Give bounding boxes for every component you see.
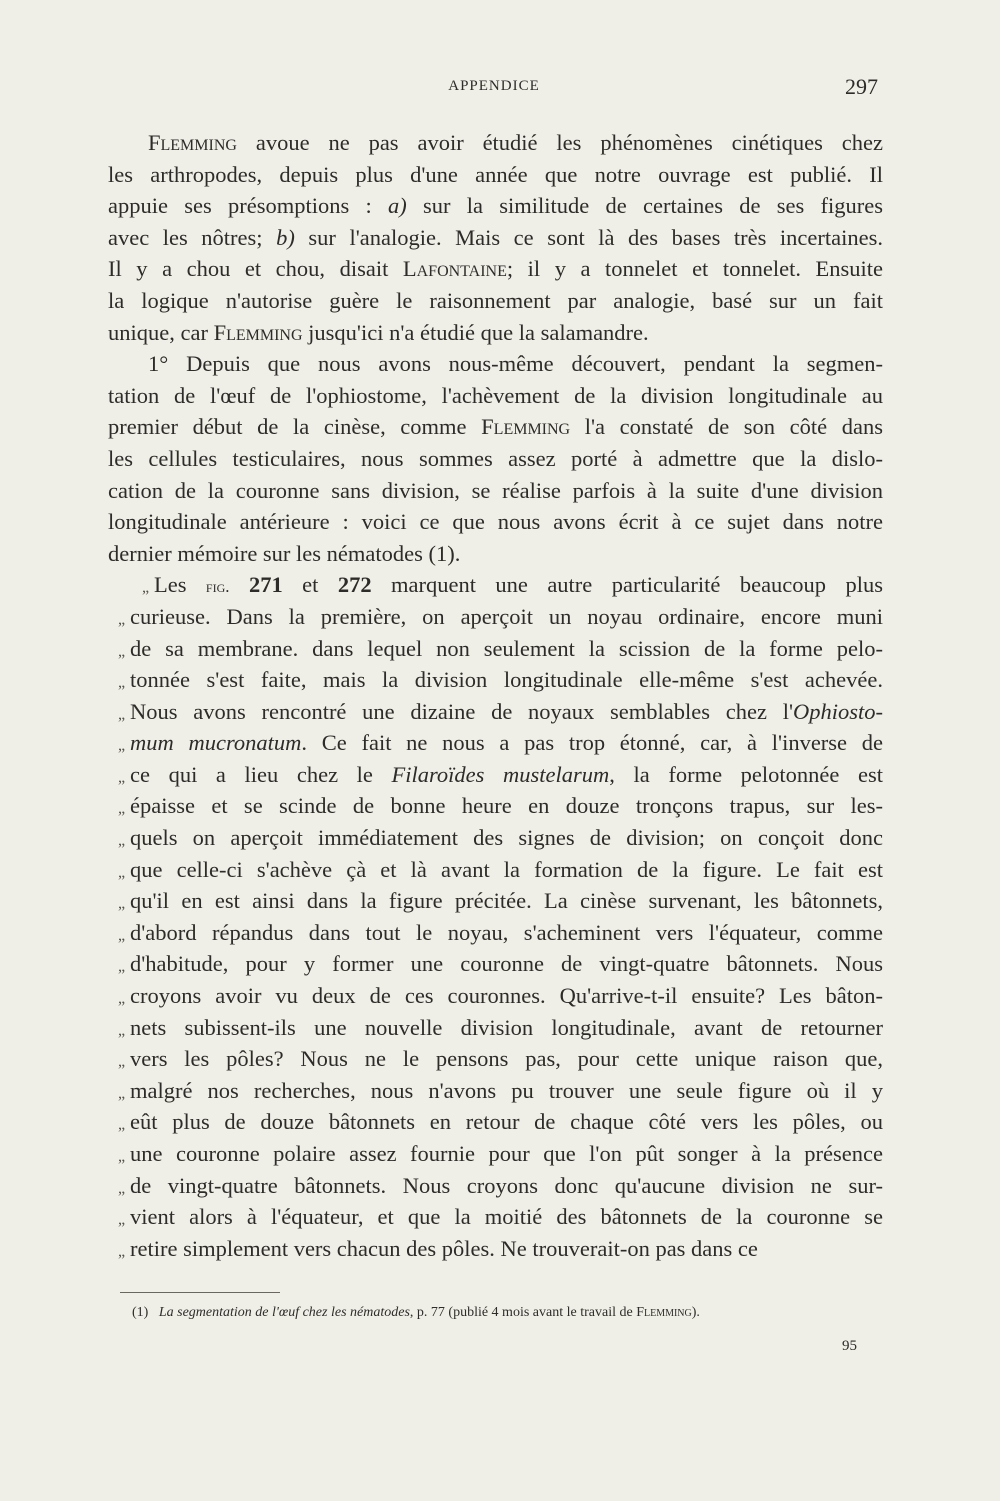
quote-block (108, 601, 883, 1264)
quote-mark: „ (118, 1084, 126, 1102)
text-run: Il y a chou et chou, disait (108, 256, 403, 282)
quote-line (108, 917, 883, 949)
text-line: dernier mémoire sur les nématodes (1). (108, 540, 461, 566)
text-line: tation de l'œuf de l'ophiostome, l'achèvement de la division longitudinale au (108, 382, 883, 408)
list-marker: b) (276, 224, 295, 250)
text-run: . Ce fait ne nous a pas trop étonné, car, à l'inverse de (301, 730, 884, 756)
signature-mark: 95 (842, 1338, 857, 1354)
text-run: curieuse. Dans la première, on aperçoit un noyau ordinaire, encore muni (130, 603, 883, 629)
quote-line (108, 664, 883, 696)
text-run: croyons avoir vu deux de ces couronnes. Qu'arrive-t-il ensuite? Les bâton- (130, 983, 883, 1009)
quote-mark: „ (118, 1021, 126, 1039)
text-run: sur l'analogie. Mais ce sont là des bases très incertaines. (294, 224, 883, 250)
quote-line (108, 601, 883, 633)
text-run: une couronne polaire assez fournie pour que l'on pût songer à la présence (130, 1141, 883, 1166)
text-run: l'a constaté de son côté dans (570, 414, 883, 440)
text-run: d'habitude, pour y former une couronne de vingt-quatre bâtonnets. Nous (130, 951, 883, 977)
quote-mark: „ (118, 800, 126, 818)
quote-line (108, 1233, 883, 1265)
quote-mark: „ (118, 1116, 126, 1134)
quote-line (108, 1201, 883, 1233)
quote-line (108, 1170, 883, 1202)
author-name: Flemming (213, 319, 303, 345)
text-run: qu'il en est ainsi dans la figure précitée. La cinèse survenant, les bâtonnets, (130, 888, 883, 914)
text-line: la logique n'autorise guère le raisonnement par analogie, basé sur un fait (108, 287, 883, 313)
text-run: épaisse et se scinde de bonne heure en douze tronçons trapus, sur les- (130, 793, 883, 819)
quote-line (108, 885, 883, 917)
text-run: ce qui a lieu chez le (130, 761, 392, 787)
list-marker: a) (388, 193, 407, 219)
page-number: 297 (845, 74, 878, 99)
quote-line (108, 790, 883, 822)
quote-mark: „ (118, 705, 126, 723)
text-run: malgré nos recherches, nous n'avons pu trouver une seule figure où il y (130, 1077, 883, 1103)
quote-mark: „ (118, 1053, 126, 1071)
author-name: Flemming (148, 130, 237, 155)
quote-line (108, 696, 883, 728)
text-line (108, 127, 883, 159)
quote-line (108, 727, 883, 759)
quote-mark: „ (118, 990, 126, 1008)
quote-mark: „ (118, 1242, 126, 1260)
text-run: unique, car (108, 319, 214, 345)
text-run: avec les nôtres; (108, 224, 277, 250)
quote-mark: „ (118, 895, 126, 913)
text-line (108, 190, 883, 222)
species-name: Filaroïdes mustelarum (391, 761, 610, 787)
footnote-text: ). (691, 1305, 700, 1320)
quote-mark: „ (118, 926, 126, 944)
running-header (110, 74, 878, 102)
text-run: et (282, 572, 338, 598)
author-name: Lafontaine (402, 256, 507, 282)
text-line: longitudinale antérieure : voici ce que nous avons écrit à ce sujet dans notre (108, 509, 883, 535)
quote-mark: „ (118, 1211, 126, 1229)
quote-line (108, 1138, 883, 1170)
quote-mark: „ (118, 737, 126, 755)
quote-line (108, 1012, 883, 1044)
text-run: Nous avons rencontré une dizaine de noyaux semblables chez l' (130, 698, 793, 724)
quote-line (108, 1043, 883, 1075)
quote-line (108, 822, 883, 854)
quote-line (108, 759, 883, 791)
quote-mark: „ (118, 674, 126, 692)
text-run: sur la similitude de certaines de ses figures (406, 193, 883, 219)
text-line: 1° Depuis que nous avons nous-même découvert, pendant la segmen- (148, 351, 883, 377)
text-run: de vingt-quatre bâtonnets. Nous croyons donc qu'aucune division ne sur- (130, 1172, 883, 1198)
running-title: APPENDICE (448, 78, 540, 94)
quote-mark: „ (118, 863, 126, 881)
figure-number: 271 (248, 572, 283, 598)
text-run: appuie ses présomptions : (108, 193, 389, 219)
text-line: les arthropodes, depuis plus d'une année que notre ouvrage est publié. Il (108, 161, 883, 187)
text-run: eût plus de douze bâtonnets en retour de chaque côté vers les pôles, ou (130, 1109, 883, 1135)
quote-mark: „ (118, 1148, 126, 1165)
text-run: avoue ne pas avoir étudié les phénomènes cinétiques chez (236, 130, 883, 155)
main-text (108, 127, 883, 1264)
figure-number: 272 (337, 572, 372, 598)
text-run: Les (154, 572, 206, 598)
species-name: mum mucronatum (130, 730, 302, 756)
author-name: Flemming (636, 1305, 692, 1320)
author-name: Flemming (481, 414, 571, 440)
text-line (108, 411, 883, 443)
text-line (108, 317, 883, 349)
text-line (108, 222, 883, 254)
text-run: nets subissent-ils une nouvelle division longitudinale, avant de retourner (130, 1014, 883, 1040)
text-run: vers les pôles? Nous ne le pensons pas, pour cette unique raison que, (130, 1046, 883, 1072)
footnote (132, 1305, 892, 1321)
quote-line (108, 569, 883, 601)
text-run: retire simplement vers chacun des pôles. Ne trouverait-on pas dans ce (130, 1235, 758, 1261)
quote-mark: „ (118, 610, 126, 628)
quote-mark: „ (118, 642, 126, 660)
text-run: , la forme pelotonnée est (609, 761, 883, 787)
quote-line (108, 854, 883, 886)
quote-line (108, 1075, 883, 1107)
footnote-text: , p. 77 (publié 4 mois avant le travail de (409, 1305, 637, 1320)
quote-line (108, 1106, 883, 1138)
quote-line (108, 948, 883, 980)
text-line: cation de la couronne sans division, se réalise parfois à la suite d'une division (108, 477, 883, 503)
quote-mark: „ (142, 579, 150, 597)
quote-mark: „ (118, 1179, 126, 1197)
text-run: de sa membrane. dans lequel non seulement la scission de la forme pelo- (130, 635, 883, 661)
text-run: ; il y a tonnelet et tonnelet. Ensuite (506, 256, 883, 282)
text-run: que celle-ci s'achève çà et là avant la formation de la figure. Le fait est (130, 856, 883, 882)
quote-mark: „ (118, 832, 126, 850)
footnote-marker: (1) (132, 1305, 149, 1320)
text-run: d'abord répandus dans tout le noyau, s'acheminent vers l'équateur, comme (130, 919, 883, 945)
text-line: les cellules testiculaires, nous sommes assez porté à admettre que la dislo- (108, 445, 883, 471)
text-line (108, 253, 883, 285)
quote-line (108, 980, 883, 1012)
footnote-title: La segmentation de l'œuf chez les nématodes (158, 1305, 410, 1320)
text-run: vient alors à l'équateur, et que la moitié des bâtonnets de la couronne se (130, 1204, 883, 1230)
text-run: quels on aperçoit immédiatement des signes de division; on conçoit donc (130, 825, 883, 851)
quote-line (108, 633, 883, 665)
figure-label: fig. (205, 577, 230, 597)
text-run: premier début de la cinèse, comme (108, 414, 482, 440)
quote-mark: „ (118, 768, 126, 786)
species-name: Ophiosto- (793, 698, 883, 724)
text-run: marquent une autre particularité beaucoup plus (371, 572, 883, 598)
text-run: jusqu'ici n'a étudié que la salamandre. (302, 319, 649, 345)
text-run: tonnée s'est faite, mais la division longitudinale elle-même s'est achevée. (130, 667, 883, 693)
quote-mark: „ (118, 958, 126, 976)
footnote-rule (120, 1292, 280, 1293)
